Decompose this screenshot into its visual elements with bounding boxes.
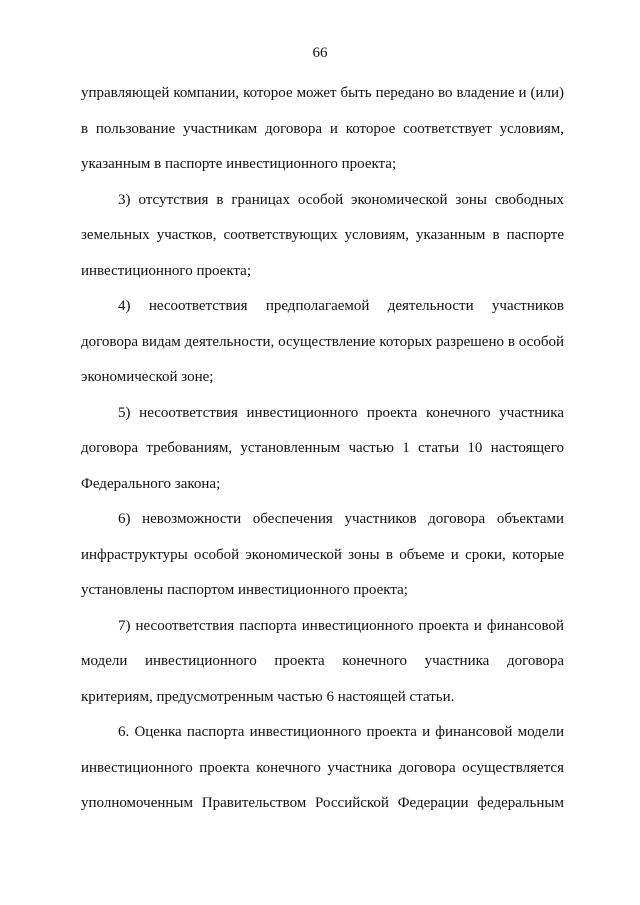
text-line: экономической зоне; [81, 369, 214, 385]
text-line: инвестиционного проекта конечного участника договора осуществляется [81, 759, 564, 776]
page-number: 66 [312, 45, 328, 61]
text-line: 6) невозможности обеспечения участников договора объектами [118, 511, 564, 527]
text-line: модели инвестиционного проекта конечного участника договора [81, 653, 564, 669]
text-line: договора требованиям, установленным частью 1 статьи 10 настоящего [81, 440, 564, 456]
text-line: управляющей компании, которое может быть передано во владение и (или) [81, 85, 564, 101]
text-line: договора видам деятельности, осуществление которых разрешено в особой [81, 333, 564, 350]
text-line: 7) несоответствия паспорта инвестиционного проекта и финансовой [118, 617, 564, 634]
text-line: 3) отсутствия в границах особой экономической зоны свободных [118, 191, 564, 208]
text-line: в пользование участникам договора и которое соответствует условиям, [81, 120, 564, 137]
text-line: инфраструктуры особой экономической зоны в объеме и сроки, которые [81, 546, 564, 563]
text-line: установлены паспортом инвестиционного проекта; [81, 582, 408, 598]
text-line: указанным в паспорте инвестиционного проекта; [81, 156, 397, 172]
text-line: 4) несоответствия предполагаемой деятельности участников [118, 298, 564, 314]
text-line: земельных участков, соответствующих условиям, указанным в паспорте [81, 227, 564, 243]
text-line: 6. Оценка паспорта инвестиционного проекта и финансовой модели [118, 724, 564, 740]
text-line: Федерального закона; [81, 475, 221, 492]
text-line: инвестиционного проекта; [81, 262, 251, 279]
text-line: критериям, предусмотренным частью 6 настоящей статьи. [81, 688, 455, 705]
text-line: уполномоченным Правительством Российской Федерации федеральным [81, 795, 564, 811]
text-line: 5) несоответствия инвестиционного проекта конечного участника [118, 404, 564, 421]
document-body [81, 80, 564, 826]
